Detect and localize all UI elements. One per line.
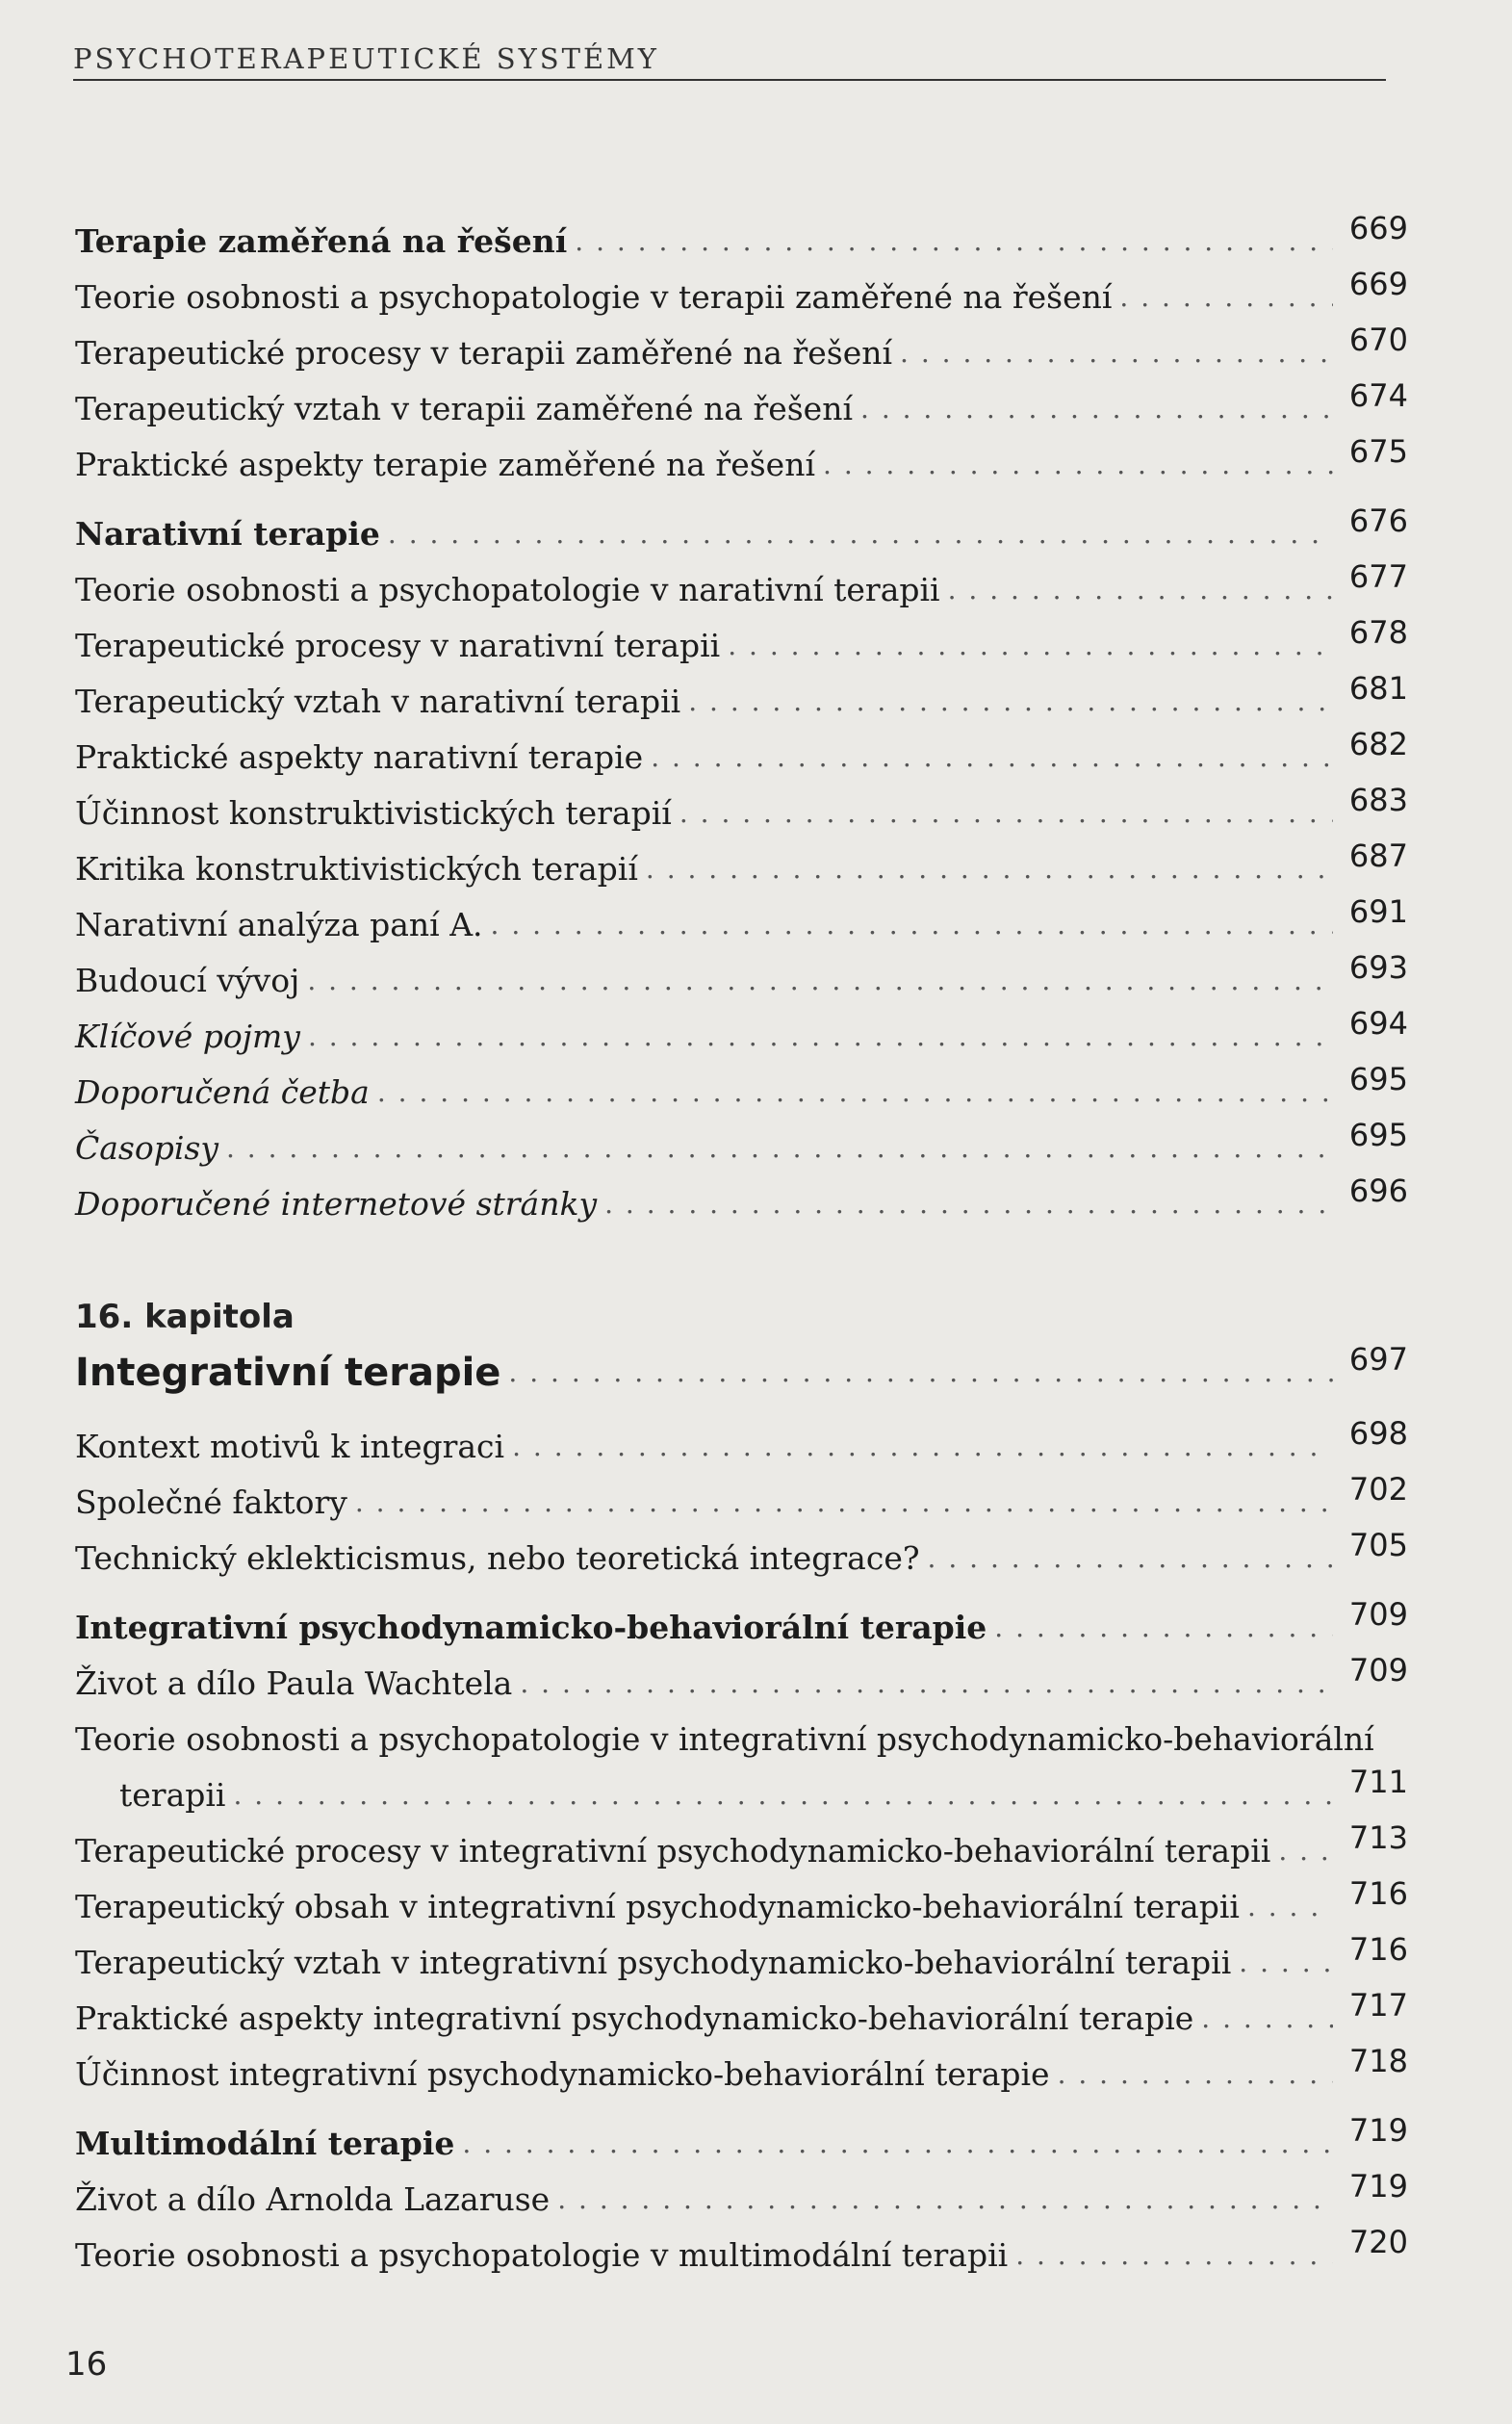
toc-entry: [75, 614, 1408, 674]
dot-leader: [860, 381, 1333, 437]
toc-entry-page-number: 676: [1348, 503, 1408, 539]
dot-leader: [823, 437, 1333, 493]
toc-entry-title: Společné faktory: [75, 1483, 347, 1521]
dot-leader: [1239, 1935, 1333, 1991]
dot-leader: [900, 325, 1333, 381]
chapter-label: 16. kapitola: [75, 1298, 295, 1336]
toc-entry-title: Terapeutické procesy v terapii zaměřené na řešení: [75, 334, 893, 372]
toc-entry-title: Technický eklekticismus, nebo teoretická integrace?: [75, 1539, 920, 1577]
toc-entry-line1: Teorie osobnosti a psychopatologie v integrativní psychodynamicko-behaviorální: [75, 1720, 1374, 1758]
dot-leader: [948, 562, 1333, 618]
dot-leader: [1247, 1879, 1333, 1935]
toc-entry: [75, 210, 1408, 270]
dot-leader: [1278, 1823, 1333, 1879]
toc-entry-page-number: 694: [1348, 1005, 1408, 1042]
toc-entry-title: Kritika konstruktivistických terapií: [75, 850, 638, 888]
toc-entry: [75, 1527, 1408, 1586]
dot-leader: [651, 730, 1333, 786]
toc-entry: [75, 2043, 1408, 2102]
dot-leader: [1201, 1991, 1333, 2047]
toc-entry-title: Terapeutický vztah v terapii zaměřené na řešení: [75, 390, 854, 427]
toc-entry-page-number: 682: [1348, 726, 1408, 762]
toc-entry: [75, 726, 1408, 786]
toc-section-b: [75, 1415, 1408, 1712]
dot-leader: [557, 2172, 1333, 2228]
dot-leader: [928, 1531, 1333, 1586]
toc-entry-title: Účinnost integrativní psychodynamicko-behaviorální terapie: [75, 2055, 1050, 2093]
dot-leader: [728, 618, 1333, 674]
toc-entry-title: Praktické aspekty integrativní psychodynamicko-behaviorální terapie: [75, 1999, 1194, 2037]
chapter-page-number: 697: [1348, 1341, 1408, 1378]
toc-entry-page-number: 693: [1348, 949, 1408, 986]
toc-entry-title: Život a dílo Arnolda Lazaruse: [75, 2180, 551, 2218]
chapter-title-entry: [75, 1342, 1408, 1404]
toc-entry-two-line: [75, 1712, 1408, 1823]
dot-leader: [308, 1009, 1333, 1065]
toc-entry: [75, 1596, 1408, 1656]
toc-entry-title: Doporučená četba: [75, 1073, 370, 1111]
toc-entry-title: Integrativní psychodynamicko-behaviorální terapie: [75, 1609, 987, 1646]
toc-entry-title: Terapeutické procesy v integrativní psychodynamicko-behaviorální terapii: [75, 1832, 1271, 1870]
toc-entry-title: Terapeutický vztah v integrativní psychodynamicko-behaviorální terapii: [75, 1944, 1232, 1981]
toc-entry-title: Terapie zaměřená na řešení: [75, 222, 568, 260]
toc-entry-title: Časopisy: [75, 1129, 218, 1167]
chapter-title: Integrativní terapie: [75, 1351, 501, 1395]
toc-entry: [75, 2224, 1408, 2283]
toc-entry-title: Kontext motivů k integraci: [75, 1428, 505, 1465]
toc-entry-page-number: 719: [1348, 2168, 1408, 2205]
toc-entry: [75, 433, 1408, 493]
toc-entry: [75, 949, 1408, 1009]
toc-entry-page-number: 696: [1348, 1173, 1408, 1209]
dot-leader: [377, 1065, 1333, 1121]
dot-leader: [307, 953, 1333, 1009]
toc-entry-page-number: 720: [1348, 2224, 1408, 2260]
toc-entry-page-number: 719: [1348, 2112, 1408, 2149]
toc-entry-page-number: 687: [1348, 838, 1408, 874]
dot-leader: [355, 1475, 1333, 1531]
toc-entry: [75, 1931, 1408, 1991]
toc-entry-title: Praktické aspekty narativní terapie: [75, 738, 644, 776]
toc-entry-page-number: 716: [1348, 1931, 1408, 1968]
dot-leader: [462, 2116, 1333, 2172]
toc-entry-title: Narativní analýza paní A.: [75, 906, 483, 943]
toc-section-a: [75, 210, 1408, 1232]
toc-section-c: [75, 1819, 1408, 2283]
toc-entry-page-number: 698: [1348, 1415, 1408, 1452]
dot-leader: [575, 214, 1333, 270]
toc-entry: [75, 1173, 1408, 1232]
toc-entry: [75, 1987, 1408, 2047]
toc-entry: [75, 503, 1408, 562]
toc-entry-page-number: 718: [1348, 2043, 1408, 2079]
toc-entry-page-number: 709: [1348, 1596, 1408, 1633]
toc-entry: [75, 1005, 1408, 1065]
toc-entry-page-number: 683: [1348, 782, 1408, 818]
toc-entry-page-number: 717: [1348, 1987, 1408, 2024]
toc-entry-page-number: 677: [1348, 558, 1408, 595]
toc-entry: [75, 838, 1408, 897]
toc-entry: [75, 2168, 1408, 2228]
toc-entry-page-number: 675: [1348, 433, 1408, 470]
toc-entry: [75, 1652, 1408, 1712]
toc-entry-title: Teorie osobnosti a psychopatologie v narativní terapii: [75, 571, 940, 608]
dot-leader: [1015, 2228, 1333, 2283]
dot-leader: [1119, 270, 1333, 325]
toc-entry: [75, 377, 1408, 437]
dot-leader: [994, 1600, 1333, 1656]
toc-entry-title: Terapeutický vztah v narativní terapii: [75, 683, 681, 720]
dot-leader: [520, 1656, 1333, 1712]
dot-leader: [646, 841, 1333, 897]
toc-entry-title: Multimodální terapie: [75, 2125, 455, 2162]
toc-entry-title: Klíčové pojmy: [75, 1018, 300, 1055]
toc-entry-page-number: 669: [1348, 210, 1408, 246]
toc-entry-page-number: 716: [1348, 1875, 1408, 1912]
toc-entry: [75, 2112, 1408, 2172]
toc-entry: [75, 1819, 1408, 1879]
toc-entry-page-number: 691: [1348, 893, 1408, 930]
toc-entry: [75, 1471, 1408, 1531]
toc-entry: [75, 1061, 1408, 1121]
dot-leader: [388, 506, 1333, 562]
toc-entry: [75, 266, 1408, 325]
toc-entry-page-number: 669: [1348, 266, 1408, 302]
page-number: 16: [65, 2345, 108, 2384]
toc-entry: [75, 1875, 1408, 1935]
toc-entry-page-number: 711: [1348, 1764, 1408, 1800]
toc-entry-title: Narativní terapie: [75, 515, 380, 553]
toc-entry-title: Terapeutický obsah v integrativní psychodynamicko-behaviorální terapii: [75, 1888, 1240, 1925]
toc-entry-page-number: 695: [1348, 1117, 1408, 1153]
toc-entry-title: Teorie osobnosti a psychopatologie v terapii zaměřené na řešení: [75, 278, 1113, 316]
toc-entry-page-number: 695: [1348, 1061, 1408, 1097]
toc-entry-page-number: 713: [1348, 1819, 1408, 1856]
toc-entry-title: Terapeutické procesy v narativní terapii: [75, 627, 721, 664]
toc-entry-page-number: 702: [1348, 1471, 1408, 1508]
toc-entry: [75, 322, 1408, 381]
dot-leader: [1058, 2047, 1333, 2102]
dot-leader: [491, 897, 1333, 953]
toc-entry: [75, 670, 1408, 730]
running-head: PSYCHOTERAPEUTICKÉ SYSTÉMY: [73, 42, 1386, 81]
toc-entry-title: Účinnost konstruktivistických terapií: [75, 794, 672, 832]
toc-entry-title: Doporučené internetové stránky: [75, 1185, 598, 1223]
dot-leader: [688, 674, 1333, 730]
toc-entry-page-number: 681: [1348, 670, 1408, 707]
toc-entry: [75, 1415, 1408, 1475]
toc-entry-title: Teorie osobnosti a psychopatologie v multimodální terapii: [75, 2236, 1009, 2274]
toc-entry-line2-row: [75, 1764, 1408, 1823]
toc-entry-title: Život a dílo Paula Wachtela: [75, 1664, 513, 1702]
toc-entry-line2: terapii: [119, 1776, 226, 1814]
dot-leader: [226, 1121, 1333, 1176]
toc-entry-page-number: 705: [1348, 1527, 1408, 1563]
toc-entry-page-number: 678: [1348, 614, 1408, 651]
toc-entry-page-number: 674: [1348, 377, 1408, 414]
toc-entry-title: Budoucí vývoj: [75, 962, 300, 999]
dot-leader: [512, 1419, 1333, 1475]
dot-leader: [233, 1767, 1333, 1823]
dot-leader: [679, 786, 1333, 841]
toc-entry-page-number: 709: [1348, 1652, 1408, 1689]
toc-entry: [75, 1117, 1408, 1176]
toc-entry: [75, 558, 1408, 618]
dot-leader: [508, 1342, 1333, 1404]
toc-entry-page-number: 670: [1348, 322, 1408, 358]
toc-entry-title: Praktické aspekty terapie zaměřené na řešení: [75, 446, 816, 483]
table-of-contents: [75, 210, 1408, 2283]
toc-entry: [75, 893, 1408, 953]
toc-entry: [75, 782, 1408, 841]
dot-leader: [604, 1176, 1333, 1232]
